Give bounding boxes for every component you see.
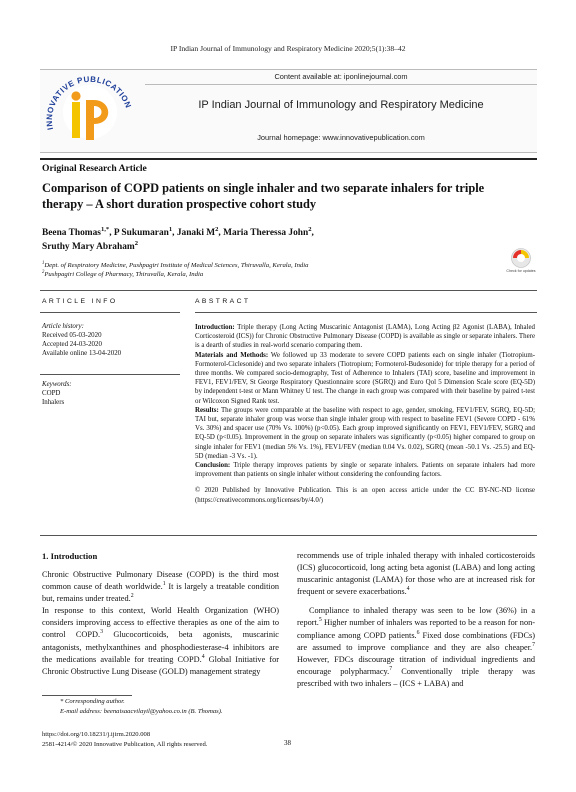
divider bbox=[145, 84, 537, 85]
citation[interactable]: 6 bbox=[416, 629, 420, 636]
available-at[interactable]: Content available at: iponlinejournal.com bbox=[274, 72, 408, 81]
issn-line: 2581-4214/© 2020 Innovative Publication, All rights reserved. bbox=[42, 740, 208, 748]
methods-label: Materials and Methods: bbox=[195, 351, 269, 359]
keywords bbox=[42, 381, 72, 408]
keyword[interactable]: Inhalers bbox=[42, 398, 65, 406]
paper-title: Comparison of COPD patients on single inhaler and two separate inhalers for triple therapy – A short duration prospective cohort study bbox=[42, 181, 485, 211]
body-text: Chronic Obstructive Pulmonary Disease (COPD) is the third most common cause of death worldwide. bbox=[42, 570, 279, 592]
body-text: recommends use of triple inhaled therapy with inhaled corticosteroids (ICS) glucocorticoid, long acting beta agonist (LABA) and long acting muscarinic antagonist (LAMA) for those who are at increased risk for frequent or severe exacerbations. bbox=[297, 551, 535, 597]
citation[interactable]: 1 bbox=[162, 581, 166, 588]
affil-sup: 1 bbox=[42, 260, 45, 266]
citation[interactable]: 2 bbox=[130, 593, 134, 600]
email-address[interactable]: E-mail address: beenaisaacvilayil@yahoo.co.in (B. Thomas). bbox=[60, 707, 223, 715]
author-name: Sruthy Mary Abraham bbox=[42, 242, 135, 252]
license-text: © 2020 Published by Innovative Publication. This is an open access article under the CC BY-NC-ND license (https://creativecommons.org/licenses/by/4.0/) bbox=[195, 487, 535, 504]
received-date: Received 05-03-2020 bbox=[42, 331, 102, 339]
page-number: 38 bbox=[284, 739, 291, 747]
author-name: , Maria Theressa John bbox=[218, 228, 309, 238]
body-text: Glucocorticoids, beta agonists, muscarinic antagonists, methylxanthines and phosphodiesterase-4 inhibitors are the medications available for treating COPD. bbox=[42, 630, 279, 664]
authors: Beena Thomas$^{1,*}$, P Sukumaran$^1$, Janaki $M^2$, Maria Theressa John$^2$, Sruthy Mary Abraham$^2$ bbox=[42, 225, 314, 252]
article-type: Original Research Article bbox=[42, 163, 147, 174]
author-sup: 2 bbox=[308, 225, 312, 233]
body-text: In response to this context, World Health Organization (WHO) considers improving access to effective therapies as one of the aim to control COPD. bbox=[42, 606, 279, 640]
running-head: IP Indian Journal of Immunology and Respiratory Medicine 2020;5(1):38–42 bbox=[170, 44, 406, 53]
author-name: , P Sukumaran bbox=[109, 228, 169, 238]
author-sup: 1 bbox=[168, 225, 173, 233]
divider bbox=[40, 312, 180, 313]
methods-text: We followed up 33 moderate to severe COPD patients each on single inhaler (Tiotropium-Formoterol-Ciclesonide) and two separate inhalers (Tiotropium; Formoterol-Budesonide) for triple therapy for a period of three months. We compared socio-demography, Test of Adherence to Inhalers (TAI) score, baseline and improvement in FEV1, FEV1/FEV, St George Respiratory Questionnaire score (SGRQ) and Euro Qol 5 Dimension Scale score (EQ-5D) by independent t-test or Mann Whitney U test. The change in each group was compared with their baseline by paired t-test or Wilcoxon Signed Rank test. bbox=[195, 351, 535, 405]
affiliations bbox=[42, 261, 402, 279]
divider bbox=[195, 312, 537, 313]
body-right-column bbox=[297, 550, 535, 690]
footer bbox=[42, 730, 207, 749]
online-date: Available online 13-04-2020 bbox=[42, 349, 122, 357]
citation[interactable]: 4 bbox=[201, 653, 205, 660]
citation[interactable]: 5 bbox=[318, 617, 322, 624]
body-text: Fixed dose combinations (FDCs) are assumed to improve compliance and they are also cheaper. bbox=[297, 630, 535, 652]
citation[interactable]: 4 bbox=[406, 586, 410, 593]
abstract-body bbox=[195, 323, 535, 505]
author-sup: 1,* bbox=[100, 225, 110, 233]
journal-logo bbox=[42, 72, 138, 150]
check-for-updates-icon[interactable] bbox=[508, 247, 534, 275]
intro-label: Introduction: bbox=[195, 324, 235, 331]
body-text: It is largely a treatable condition but, remains under treated. bbox=[42, 582, 279, 604]
body-text: Conventionally triple therapy was prescribed with two inhalers – (ICS + LABA) and bbox=[297, 666, 535, 688]
divider bbox=[40, 374, 180, 375]
header-rule bbox=[40, 158, 537, 160]
body-left-column bbox=[42, 569, 279, 678]
accepted-date: Accepted 24-03-2020 bbox=[42, 340, 102, 348]
doi-link[interactable]: https://doi.org/10.18231/j.ijirm.2020.008 bbox=[42, 731, 151, 738]
body-text: Compliance to inhaled therapy was seen to be low (36%) in a report. bbox=[297, 606, 535, 628]
affiliation-2: Pushpagiri College of Pharmacy, Thiruvalla, Kerala, India bbox=[44, 271, 204, 278]
footnote-rule bbox=[42, 695, 132, 696]
keyword[interactable]: COPD bbox=[42, 389, 61, 397]
divider bbox=[40, 535, 537, 536]
affiliation-1: Dept. of Respiratory Medicine, Pushpagiri Institute of Medical Sciences, Thiruvalla, Kerala, India bbox=[44, 262, 309, 269]
results-text: The groups were comparable at the baseline with respect to age, gender, smoking, FEV1/FEV, SGRQ, EQ-5D; TAI but, separate inhaler group was worse than single inhaler group with respect to baseline FEV1 (Severe COPD - 61% Vs. 30%) and spacer use (70% Vs. 100%) (p<0.05). Each group improved significantly on FEV1, FEV1/FEV, SGRQ and EQ-5D (p<0.05). Improvement in the group on separate inhalers was significantly (p<0.05) higher compared to group on single inhaler for FEV1 (median 5% Vs. 1%), FEV1/FEV (median 0.04 Vs. 0.02), SGRQ (mean -50.1 Vs. -25.5) and EQ-5D (median -3 Vs. -1). bbox=[195, 406, 535, 460]
history-label: Article history: bbox=[42, 323, 84, 330]
corresponding-author: * Corresponding author. bbox=[60, 698, 125, 705]
author-name: Beena Thomas bbox=[42, 228, 101, 238]
keywords-label: Keywords: bbox=[42, 381, 72, 388]
section-heading: 1. Introduction bbox=[42, 551, 98, 561]
logo-arc-text: INNOVATIVE PUBLICATION bbox=[44, 74, 134, 131]
citation[interactable]: 7 bbox=[389, 666, 393, 673]
abstract-heading: ABSTRACT bbox=[195, 298, 251, 305]
conclusion-label: Conclusion: bbox=[195, 462, 231, 470]
body-text: Higher number of inhalers was reported to be a reason for non-compliance among COPD patients. bbox=[297, 618, 535, 640]
body-text: Global Initiative for Chronic Obstructive Lung Disease (GOLD) management strategy bbox=[42, 654, 279, 676]
author-sup: 2 bbox=[215, 225, 219, 233]
author-name: , Janaki M bbox=[172, 228, 216, 238]
citation[interactable]: 3 bbox=[100, 629, 103, 636]
footnote bbox=[60, 697, 223, 716]
article-info-heading: ARTICLE INFO bbox=[42, 298, 118, 305]
affil-sup: 2 bbox=[42, 269, 45, 275]
article-history bbox=[42, 323, 121, 359]
intro-text: Triple therapy (Long Acting Muscarinic Antagonist (LAMA), Long Acting β2 Agonist (LABA), Inhaled Corticosteroid (ICS)) for Chronic Obstructive Pulmonary Disease (COPD) is available as single or separate inhalers. There is a dearth of studies in real-world scenario comparing them. bbox=[195, 324, 535, 350]
author-sup: 2 bbox=[134, 239, 139, 247]
citation[interactable]: 7 bbox=[532, 641, 535, 648]
results-label: Results: bbox=[195, 406, 219, 414]
journal-header-text bbox=[145, 70, 537, 152]
journal-title: IP Indian Journal of Immunology and Respiratory Medicine bbox=[198, 99, 484, 111]
body-text: However, FDCs discourage titration of individual ingredients and encourage polypharmacy. bbox=[297, 654, 535, 676]
check-label: Check for updates bbox=[506, 269, 536, 273]
journal-homepage[interactable]: Journal homepage: www.innovativepublication.com bbox=[257, 133, 425, 142]
divider bbox=[40, 290, 537, 291]
conclusion-text: Triple therapy improves patients by single or separate inhalers. Patients on separate inhalers had more improvement than patients on single inhaler without considering the confounding factors. bbox=[195, 462, 535, 479]
